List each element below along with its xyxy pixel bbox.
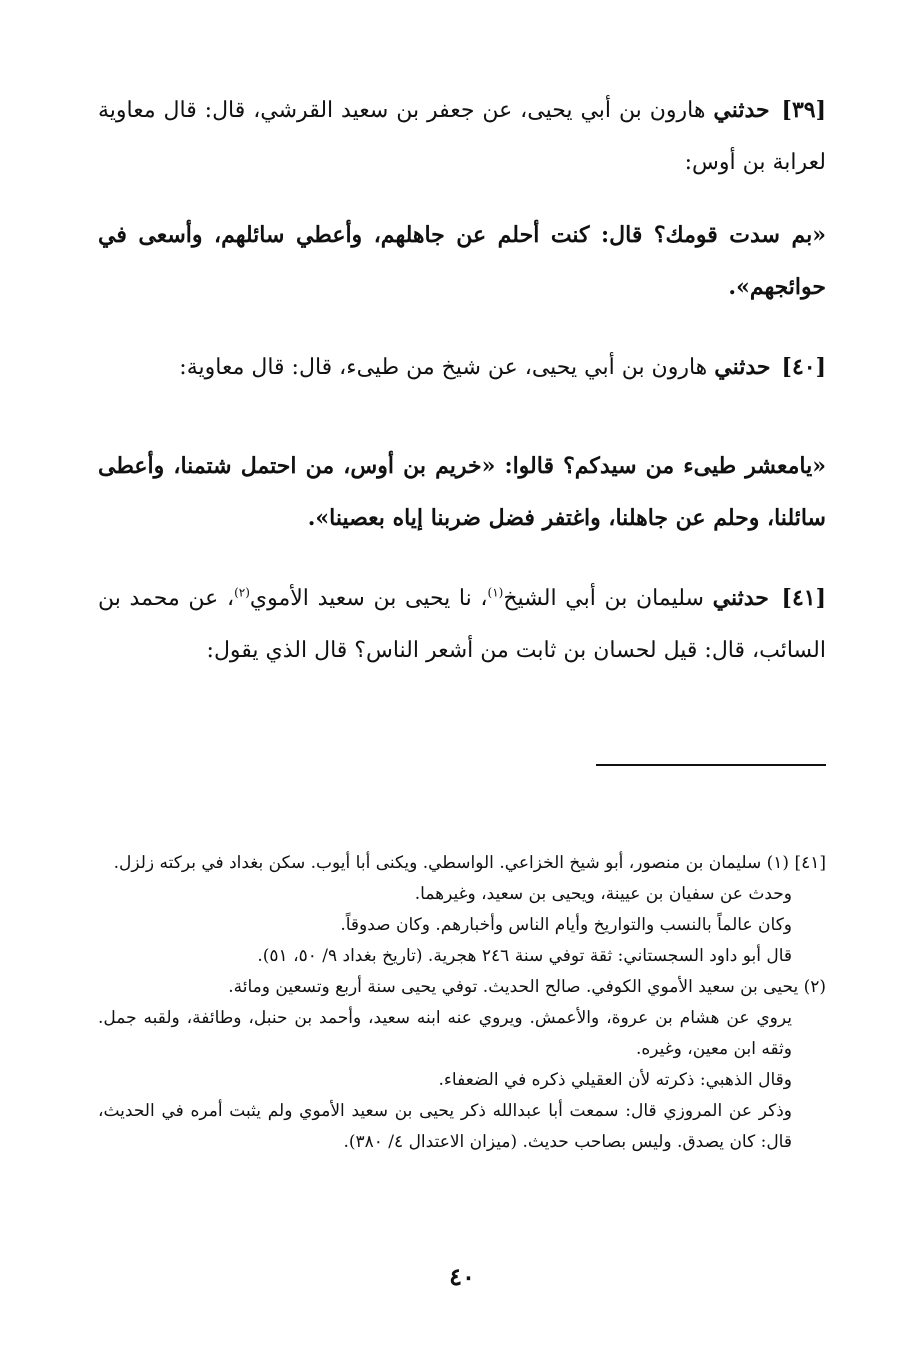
footnotes <box>98 848 826 1158</box>
entry-keyword: حدثني <box>714 354 771 380</box>
footnote-line: وقال الذهبي: ذكرته لأن العقيلي ذكره في الضعفاء. <box>438 1070 792 1090</box>
footnote-ref: (٢) <box>234 585 250 600</box>
footnote-line: وحدث عن سفيان بن عيينة، ويحيى بن سعيد، وغيرهما. <box>414 884 792 904</box>
entry-keyword: حدثني <box>713 97 770 123</box>
entry-text: ، عن محمد بن السائب، قال: قيل لحسان بن ثابت من أشعر الناس؟ قال الذي يقول: <box>98 586 826 663</box>
entry-number: [٤١] <box>781 585 827 611</box>
footnote-line: (٢) يحيى بن سعيد الأموي الكوفي. صالح الحديث. توفي يحيى سنة أربع وتسعين ومائة. <box>228 977 826 997</box>
entry-keyword: حدثني <box>712 585 769 611</box>
entry-40-quote: «يامعشر طيىء من سيدكم؟ قالوا: «خريم بن أوس، من احتمل شتمنا، وأعطى سائلنا، وحلم عن جاهلنا، واغتفر فضل ضربنا إياه بعصينا». <box>98 453 826 531</box>
entry-40 <box>98 341 826 394</box>
entry-41 <box>98 572 826 677</box>
entry-text: ، نا يحيى بن سعيد الأموي <box>249 586 488 611</box>
footnote-ref: (١) <box>487 585 504 600</box>
main-text <box>98 84 826 677</box>
entry-text: هارون بن أبي يحيى، عن جعفر بن سعيد القرشي، قال: قال معاوية لعرابة بن أوس: <box>98 98 826 175</box>
footnote-line: يروي عن هشام بن عروة، والأعمش. ويروي عنه ابنه سعيد، وأحمد بن حنبل، وطائفة، ولقبه جمل. وثقه ابن معين، وغيره. <box>98 1008 792 1059</box>
entry-number: [٣٩] <box>781 97 827 123</box>
page-number: ٤٠ <box>449 1262 475 1291</box>
footnote-line: وكان عالماً بالنسب والتواريخ وأيام الناس وأخبارهم. وكان صدوقاً. <box>340 915 792 935</box>
entry-text: هارون بن أبي يحيى، عن شيخ من طيىء، قال: قال معاوية: <box>179 355 708 380</box>
footnote-line: قال أبو داود السجستاني: ثقة توفي سنة ٢٤٦ هجرية. (تاريخ بغداد ٩/ ٥٠، ٥١). <box>257 946 792 966</box>
footnote-line: وذكر عن المروزي قال: سمعت أبا عبدالله ذكر يحيى بن سعيد الأموي ولم يثبت أمره في الحديث، قال: كان يصدق. وليس بصاحب حديث. (ميزان الاعتدال ٤/ ٣٨٠). <box>98 1101 792 1152</box>
footnote-separator <box>596 764 826 766</box>
entry-number: [٤٠] <box>781 354 826 380</box>
entry-39-quote: «بم سدت قومك؟ قال: كنت أحلم عن جاهلهم، وأعطي سائلهم، وأسعى في حوائجهم». <box>98 222 827 300</box>
entry-39 <box>98 84 826 189</box>
footnote-line: [٤١] (١) سليمان بن منصور، أبو شيخ الخزاعي. الواسطي. ويكنى أبا أيوب. سكن بغداد في بركته زلزل. <box>113 853 826 873</box>
entry-text: سليمان بن أبي الشيخ <box>503 586 704 611</box>
